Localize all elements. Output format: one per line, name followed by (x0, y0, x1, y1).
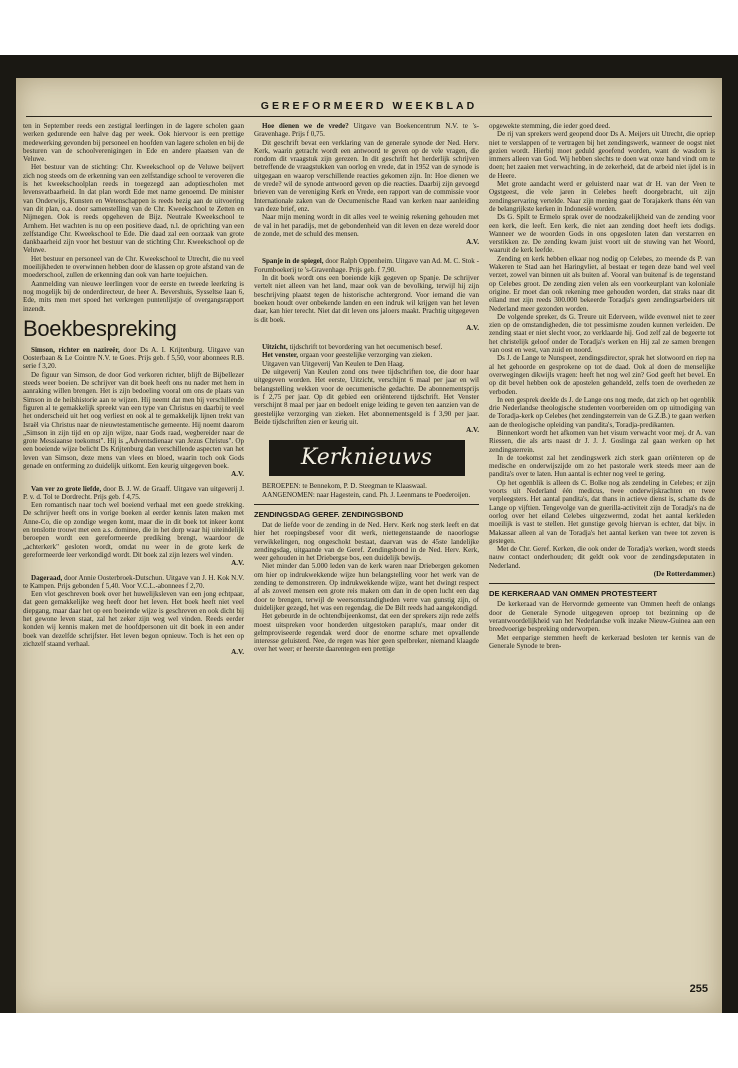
review-title: Van ver zo grote liefde, (31, 484, 102, 493)
review-publisher: Uitgaven van Uitgeverij Van Keulen te Den Haag. (262, 359, 405, 368)
paragraph: Zending en kerk hebben elkaar nog nodig op Celebes, zo meende ds P. van Wakeren te Stad aan het Haringvliet, al bestaat er tegen deze band wel veel verzet, zowel van binnen uit als buiten af. Vooral van buitenaf is de tegenstand op Celebes groot. De zending zien velen als een voorkeurplant van koloniale origine. Er moet dan ook rekening mee gehouden worden, dat straks naar dit eiland met zijn reeds 300.000 bekeerde Toradja's geen zendingsarbeiders uit Nederland meer gezonden worden. (489, 254, 715, 313)
paragraph: Niet minder dan 5.000 leden van de kerk waren naar Driebergen gekomen om hier op indrukwekkende wijze hun belangstelling voor het werk van de zending te demonstreren. Op indrukwekkende wijze, want het dwingt respect af als zoveel mensen een grote reis maken om dan in de open lucht een dag door te brengen, terwijl de weersomstandigheden verre van gunstig zijn, of duidelijker gezegd, het was een regendag, die De Bilt reeds had aangekondigd. (254, 562, 479, 612)
review-signature: A.V. (231, 470, 244, 479)
review-body: De figuur van Simson, de door God verkoren richter, blijft de Bijbellezer steeds weer boeien. De schrijver van dit boek heeft ons nu nader met hem in aanraking willen brengen. Het is zijn bedoeling vooral om ons de plaats van Simson in de heilshistorie aan te wijzen. Hij neemt dat men bij verschillende figuren al te gemakkelijk spreekt van een type van Christus en daarbij te veel het onderscheid uit het oog verliest en ook al te gemakkelijk lijnen trekt van Israël via Christus naar de nieuwtestamentische gemeente. Hij noemt daarom „Simson in zijn tijd en op zijn wijze, naar Gods raad, wegbereider naar de grote Messiaanse toekomst". Hij is „Adventsdienaar van Jezus Christus". Op een boeiende wijze belicht Ds Krijtenburg dan verschillende aspecten van het leven van Simson, deze mens van vlees en bloed, waarin toch ook Gods genade en ontferming zo duidelijk uitkomt. Een keurig uitgegeven boek. (23, 370, 244, 470)
review-title: Hoe dienen we de vrede? (262, 122, 349, 130)
paragraph: In de toekomst zal het zendingswerk zich sterk gaan oriënteren op de medische en onderwijszijde om zo het pastorale werk steeds meer aan de pandita's over te laten. Hun aantal is echter nog veel te gering. (489, 453, 715, 479)
paragraph: Met eenparige stemmen heeft de kerkeraad besloten ter kennis van de Generale Synode te bren- (489, 633, 715, 650)
review-heading (254, 351, 479, 359)
review-meta: door B. J. W. de Graaff. Uitgave van uitgeverij J. P. v. d. Tol te Dordrecht. Prijs geb. f 4,75. (23, 484, 244, 501)
review-meta: orgaan voor geestelijke verzorging van zieken. (297, 351, 433, 360)
review-heading (254, 122, 479, 139)
review-signature: A.V. (466, 323, 479, 332)
page-number: 255 (689, 983, 708, 995)
paragraph: In een gesprek deelde ds J. de Lange ons nog mede, dat zich op het ogenblik drie Nederlandse theologische studenten voorbereiden om op uitnodiging van de Toradja-kerk op Celebes (het zendingsterrein van de G.Z.B.) te gaan werken aan de theologische opleiding van pandita's, Toradja-predikanten. (489, 395, 715, 429)
review-title: Het venster, (262, 351, 298, 360)
paragraph: Ds J. de Lange te Nunspeet, zendingsdirector, sprak het slotwoord en riep na al het gehoorde en gesprokene op tot de daad. Ook al doen de menselijke overwegingen dikwijls vragen: heeft het nog wel zin? God geeft het bevel. En op dit bevel hebben ook de apostelen gehandeld, zelfs toen de overheden ze verboden. (489, 354, 715, 396)
paragraph: Het gebeurde in de ochtendbijeenkomst, dat een der sprekers zijn rede zelfs moest uitspreken voor honderden uitgestoken paraplu's, maar onder dit gelmproviseerde regendak werd door de enorme schare met opvallende interesse geluisterd. Nee, de regen was hier geen spelbreker, niemand klaagde over het weer; er heerste daarentegen een prettige (254, 612, 479, 654)
paragraph: opgewekte stemming, die ieder goed deed. (489, 122, 611, 130)
review-signature: A.V. (231, 648, 244, 657)
review-title: Uitzicht, (262, 343, 288, 352)
review-signature: A.V. (231, 559, 244, 568)
review-title: Spanje in de spiegel, (262, 257, 324, 266)
news-item-beroepen: BEROEPEN: te Bennekom, P. D. Steegman te Klaaswaal. (262, 482, 427, 491)
paragraph: Aanmelding van nieuwe leerlingen voor de eerste en tweede leerkring is nog mogelijk bij de onderdirecteur, de heer A. Bevershuis, Sysseltse laan 6, Ede, mits men met spoed het verkregen puntenlijstje of overgangsrapport inzendt. (23, 279, 244, 313)
review-meta: tijdschrift tot bevordering van het oecumenisch besef. (287, 343, 443, 352)
review-body: Dit geschrift bevat een verklaring van de generale synode der Ned. Herv. Kerk, waarin getracht wordt een antwoord te geven op de vele vragen, die rondom dit vraagstuk zijn gerezen. In dit geschrift het herderlijk schrijven betreffende de vraagstukken van oorlog en vrede, dat in 1952 van de synode is uitgegaan en waarop verschillende reacties gekomen zijn. In: Hoe dienen we de vrede? wil de synode antwoord geven op die reacties. Daarbij zijn gevoegd brieven van de vereniging Kerk en Vrede, een rapport van de commissie voor Internationale zaken van de Oecumenische Raad van kerken naar aanleiding van deze brief, enz. (254, 138, 479, 213)
paragraph: De rij van sprekers werd geopend door Ds A. Meijers uit Utrecht, die opriep niet te verslappen of te vertragen bij het zendingswerk, wanneer de oogst niet gezien wordt. Hierbij moet geduld geoefend worden, want de wasdom is immers alleen van God. Wij hebben slechts te doen wat onze hand vindt om te doen; het zaaien met verwachting, in de zekerheid, dat de arbeid niet ijdel is in de Heere. (489, 130, 715, 180)
review-meta: Uitgave van Boekencentrum N.V. te 's-Gravenhage. Prijs f 0,75. (254, 122, 479, 139)
review-body: Een vlot geschreven boek over het huwelijksleven van een jong echtpaar, dat geen gemakkelijke weg heeft door het leven. Het boek heeft niet veel diepgang, maar daar het op een boeiende wijze is geschreven en ook dicht bij het gewone leven staat, zal het zeker zijn weg wel vinden. Reeds eerder konden wij kennis maken met de hoofdpersonen uit dit boek in een ander boek van dezelfde schrijfster. Het leven begon opnieuw. Toch is het een op zichzelf staand verhaal. (23, 590, 244, 648)
news-item-aangenomen: AANGENOMEN: naar Hagestein, cand. Ph. J. Leenmans te Poederoijen. (262, 490, 471, 499)
article-heading: DE KERKERAAD VAN OMMEN PROTESTEERT (489, 589, 658, 599)
review-heading (23, 485, 244, 502)
running-header: GEREFORMEERD WEEKBLAD (260, 100, 478, 112)
kerknieuws-banner: Kerknieuws (269, 440, 465, 476)
paragraph: ten in September reeds een zestigtal leerlingen in de lagere scholen gaan werken gedurende een halve dag per week. Ook hiervoor is een prettige medewerking gevonden bij personeel en hoofden van lagere scholen en bij de besturen van de schoolverenigingen in Ede en andere plaatsen van de Veluwe. (23, 122, 244, 164)
paragraph: De volgende spreker, ds G. Treure uit Ederveen, wilde evenwel niet te zeer zien op de omstandigheden, die tot pessimisme zouden kunnen verleiden. De zending staat er niet slecht voor, zo verklaarde hij. God zelf zal de begeerte tot het christelijk geloof onder de Toradja's werken en Hij zal ze samen brengen van oost en west, van zuid en noord. (489, 312, 715, 355)
paragraph: Ds G. Spilt te Ermelo sprak over de noodzakelijkheid van de zending voor een kerk, die leeft. Een kerk, die niet aan zending doet heeft iets dodigs. Wanneer we de woorden Gods in ons opgesloten laten dan verstarren en verstikken ze. De zending kwam juist voort uit de stuwing van het Woord, waaruit de kerk leefde. (489, 213, 715, 255)
paragraph: Met de Chr. Geref. Kerken, die ook onder de Toradja's werken, wordt steeds nauw contact onderhouden; dit geldt ook voor de zendingsdeputaten in Nederland. (489, 545, 715, 570)
paragraph: Dat de liefde voor de zending in de Ned. Herv. Kerk nog sterk leeft en dat hier het roepingsbesef voor dit werk, niettegenstaande de naoorlogse verwikkelingen, nog ongeschokt bestaat, daarvan was de 45ste landelijke zendingsdag, uitgaande van de Geref. Zendingsbond in de Ned. Herv. Kerk, weer gehouden in het Driebergse bos, een duidelijk bewijs. (254, 520, 479, 563)
section-divider (489, 583, 715, 584)
source-credit: (De Rotterdammer.) (653, 570, 715, 579)
review-heading (254, 343, 479, 351)
review-meta: door Ralph Oppenheim. Uitgave van Ad. M. C. Stok - Forumboekerij te 's-Gravenhage. Prijs geb. f 7,90. (254, 257, 479, 274)
magazine-page (16, 78, 722, 1013)
review-meta: door Ds A. I. Krijtenburg. Uitgave van Oosterbaan & Le Cointre N.V. te Goes. Prijs geb. f 5,50, voor abonnees R.B. serie f 3,20. (23, 345, 244, 371)
review-body: Een romantisch naar toch wel boeiend verhaal met een goede strekking. De schrijver heeft ons in vorige boeken al eerder kennis laten maken met Anne-Co, die op zondige wegen komt, maar die in dit boek tot inkeer komt en tenslotte trouwt met een a.s. dominee, die in het dorp waar hij uiteindelijk beroepen wordt een gereformeerde prediking brengt, waardoor de „achterkerk" gesloten wordt, omdat nu weer in de grote kerk de gereformeerde leer verkondigd wordt. Dit boek zal zijn lezers wel vinden. (23, 501, 244, 559)
review-signature: A.V. (466, 238, 479, 247)
paragraph: De kerkeraad van de Hervormde gemeente van Ommen heeft de onlangs door de Generale Synode uitgegeven oproep tot bezinning op de verantwoordelijkheid van het Nederlandse volk inzake Nieuw-Guinea aan een breedvoerige bespreking onderworpen. (489, 600, 715, 634)
review-title: Simson, richter en nazireër, (31, 345, 120, 354)
review-heading (254, 257, 479, 274)
review-heading (23, 346, 244, 371)
section-divider (254, 504, 479, 505)
column-right (489, 122, 715, 984)
paragraph: Het bestuur en personeel van de Chr. Kweekschool te Utrecht, die nu veel moeilijkheden te overwinnen hebben door de klassen op grote afstand van de moederschool, zullen de erkenning dan ook van harte toejuichen. (23, 254, 244, 280)
header-rule (26, 116, 712, 117)
paragraph: Binnenkort wordt het afkomen van het visum verwacht voor mej. dr A. van Riessen, die als arts naast dr J. J. J. Goslinga zal gaan werken op het zendingsterrein. (489, 428, 715, 454)
review-body: De uitgeverij Van Keulen zond ons twee tijdschriften toe, die door haar uitgegeven worden. Het eerste, Uitzicht, verschijnt 6 maal per jaar en wil belangstelling wekken voor de oecumenische gedachte. De abonnementsprijs is f 2,75 per jaar. Op dit gebied een oriënterend tijdschrift. Het Venster verschijnt 8 maal per jaar en bedoelt enige leiding te geven ten aanzien van de geestelijke verzorging van zieken. Het abonnementsgeld is f 3,90 per jaar. Beide tijdschriften zien er keurig uit. (254, 368, 479, 426)
column-middle (254, 122, 479, 1002)
review-meta: door Annie Oosterbroek-Dutschun. Uitgave van J. H. Kok N.V. te Kampen. Prijs gebonden f 5,40. Voor V.C.L.-abonnees f 2,70. (23, 573, 244, 590)
review-title: Dageraad, (31, 573, 63, 582)
paragraph: Het bestuur van de stichting: Chr. Kweekschool op de Veluwe beijvert zich nog steeds om de erkenning van een zelfstandige school te veroveren die is het kweekschoolplan reeds in toegezegd aan adoptiescholen met levensvatbaarheid. In dat plan wordt Ede met name genoemd. De minister van Onderwijs, Kunsten en Wetenschappen is reeds bezig aan de uitvoering van dit plan, o.a. door samenstelling van de Chr. Kweekschool te Zetten en Nijmegen. Ook is reeds opgeheven de Bijz. Neutrale Kweekschool te Arnhem. Het wachten is nu op een positieve daad, n.l. de oprichting van een zelfstandige Chr. Kweekschool te Ede. Die daad zal een oorzaak van grote dankbaarheid zijn voor het bestuur van de stichting Chr. Kweekschool op de Veluwe. (23, 163, 244, 255)
paragraph: Op het ogenblik is alleen ds C. Bolke nog als zendeling in Celebes; er zijn voorts uit Nederland één medicus, twee onderwijskrachten en twee verpleegsters. Het aantal pandita's, dat thans in actieve dienst is, schatte ds de Lange op vijftien. Tengevolge van de guerilla-activiteit zijn de Toradja's na de oorlog over het eiland Celebes uitgezwermd, zodat het aantal kerkleden moeilijk is vast te stellen. Het gunstige gevolg hiervan is echter, dat bijv. in Makassar alleen al van de Toradja's het aantal kerken van twee tot zeven is gestegen. (489, 478, 715, 545)
article-heading: ZENDINGSDAG GEREF. ZENDINGSBOND (254, 509, 404, 519)
column-left (23, 122, 244, 1002)
paragraph: Met grote aandacht werd er geluisterd naar wat dr H. van der Veen te Ogstgeest, die vele jaren in Celebes heeft doorgebracht, uit zijn zendingservaring vertelde. Naar zijn mening gaat de Torajakerk thans één van de belangrijkste kerken in Indonesië worden. (489, 180, 715, 213)
review-body: Naar mijn mening wordt in dit alles veel te weinig rekening gehouden met de val in het paradijs, met de gebondenheid van dit leven en deze wereld door de zonde, met de schuld des mensen. (254, 213, 479, 238)
section-title-boekbespreking: Boekbespreking (23, 315, 177, 341)
review-body: In dit boek wordt ons een boeiende kijk gegeven op Spanje. De schrijver vertelt niet alleen van het land, maar ook van de bevolking, terwijl hij zijn beschrijving plaatst tegen de historische achtergrond. Voor iemand die van boeken houdt over onbekende landen en een indruk wil krijgen van het leven daar, kan hier terecht. Niet dat dit leven ons jaloers maakt. Prachtig uitgegeven is dit boek. (254, 274, 479, 324)
review-heading (23, 574, 244, 591)
review-signature: A.V. (466, 426, 479, 435)
